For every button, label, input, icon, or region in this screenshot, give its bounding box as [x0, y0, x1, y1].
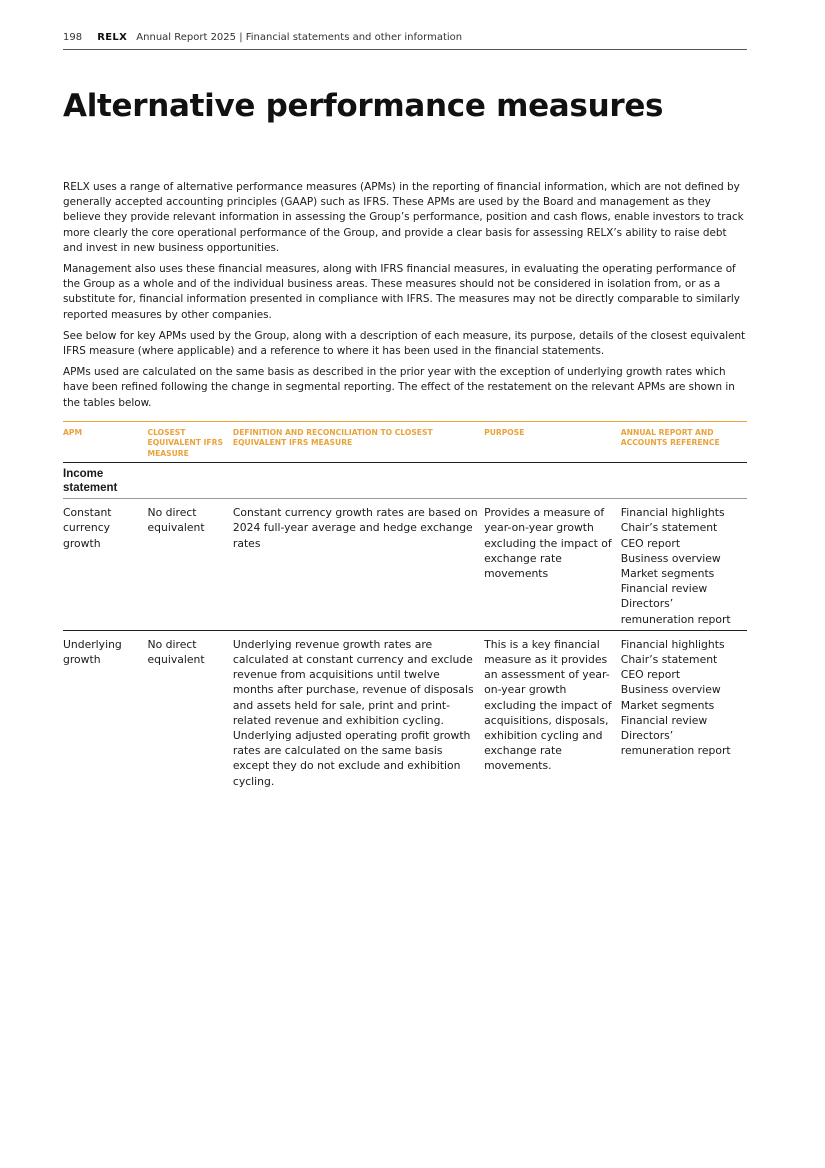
section-label: Income statement: [63, 463, 148, 499]
section-title: Annual Report 2025 | Financial statements and other information: [136, 32, 463, 43]
intro-paragraph: RELX uses a range of alternative performance measures (APMs) in the reporting of financial information, which are not defined by generally accepted accounting principles (GAAP) such as IFRS. These APMs are used by the Board and management as they believe they provide relevant information in assessing the Group’s performance, position and cash flows, enable investors to track more clearly the core operational performance of the Group, and provide a clear basis for assessing RELX’s ability to raise debt and invest in new business opportunities.: [63, 181, 744, 254]
reference-item: Financial review: [620, 713, 708, 727]
reference-item: Chair’s statement: [620, 521, 718, 535]
definition-cell: Underlying revenue growth rates are calculated at constant currency and exclude revenue from acquisitions until twelve months after purchase, revenue of disposals and assets held for sale, print and print-related revenue and exhibition cycling. Underlying adjusted operating profit growth rates are calculated on the same basis except they do not exclude and exhibition cycling.: [232, 637, 474, 788]
intro-text: [63, 180, 747, 417]
apm-cell: Underlying growth: [63, 637, 122, 667]
table-row: [63, 499, 747, 631]
reference-cell: [621, 499, 747, 631]
header-closest-equivalent: CLOSEST EQUIVALENT IFRS MEASURE: [148, 422, 233, 463]
header-definition: DEFINITION AND RECONCILIATION TO CLOSEST EQUIVALENT IFRS MEASURE: [233, 422, 484, 463]
reference-cell: [621, 630, 747, 792]
reference-item: Market segments: [620, 698, 715, 712]
header-reference: ANNUAL REPORT AND ACCOUNTS REFERENCE: [621, 422, 747, 463]
header-apm: APM: [63, 422, 148, 463]
intro-paragraph: See below for key APMs used by the Group, along with a description of each measure, its purpose, details of the closest equivalent IFRS measure (where applicable) and a reference to where it has been used in the financial statements.: [63, 329, 746, 358]
reference-item: Market segments: [620, 567, 715, 581]
closest-cell: No direct equivalent: [147, 637, 205, 667]
reference-item: Financial review: [620, 582, 708, 596]
definition-cell: Constant currency growth rates are based on 2024 full-year average and hedge exchange rates: [233, 499, 484, 631]
reference-item: Financial highlights: [620, 506, 725, 520]
reference-item: Chair’s statement: [620, 653, 718, 667]
intro-paragraph: Management also uses these financial measures, along with IFRS financial measures, in evaluating the operating performance of the Group as a whole and of the individual business areas. These measures should not be considered in isolation from, or as a substitute for, financial information presented in compliance with IFRS. The measures may not be directly comparable to similarly reported measures by other companies.: [63, 263, 740, 321]
running-header: [63, 31, 747, 50]
brand-name: RELX: [97, 32, 128, 43]
reference-item: Business overview: [620, 683, 721, 697]
apm-table: [63, 421, 747, 792]
section-row: [63, 463, 747, 499]
closest-cell: No direct equivalent: [148, 499, 233, 631]
header-purpose: PURPOSE: [484, 422, 621, 463]
reference-item: remuneration report: [620, 612, 731, 626]
apm-cell: Constant currency growth: [63, 499, 148, 631]
reference-item: CEO report: [620, 536, 681, 550]
intro-paragraph: APMs used are calculated on the same basis as described in the prior year with the exception of underlying growth rates which have been refined following the change in segmental reporting. The effect of the restatement on the relevant APMs are shown in the tables below.: [63, 366, 735, 409]
reference-item: Financial highlights: [620, 637, 725, 651]
page-number: 198: [63, 32, 83, 43]
reference-item: remuneration report: [620, 744, 731, 758]
reference-item: Business overview: [620, 551, 721, 565]
purpose-cell: This is a key financial measure as it provides an assessment of year-on-year growth excluding the impact of acquisitions, disposals, exhibition cycling and exchange rate movements.: [484, 637, 612, 773]
table-row: [63, 630, 747, 792]
table-header-row: [63, 422, 747, 463]
reference-item: Directors’: [620, 729, 674, 743]
reference-item: CEO report: [620, 668, 681, 682]
reference-item: Directors’: [620, 597, 674, 611]
page-title: Alternative performance measures: [63, 88, 664, 124]
purpose-cell: Provides a measure of year-on-year growth excluding the impact of exchange rate movements: [484, 499, 621, 631]
